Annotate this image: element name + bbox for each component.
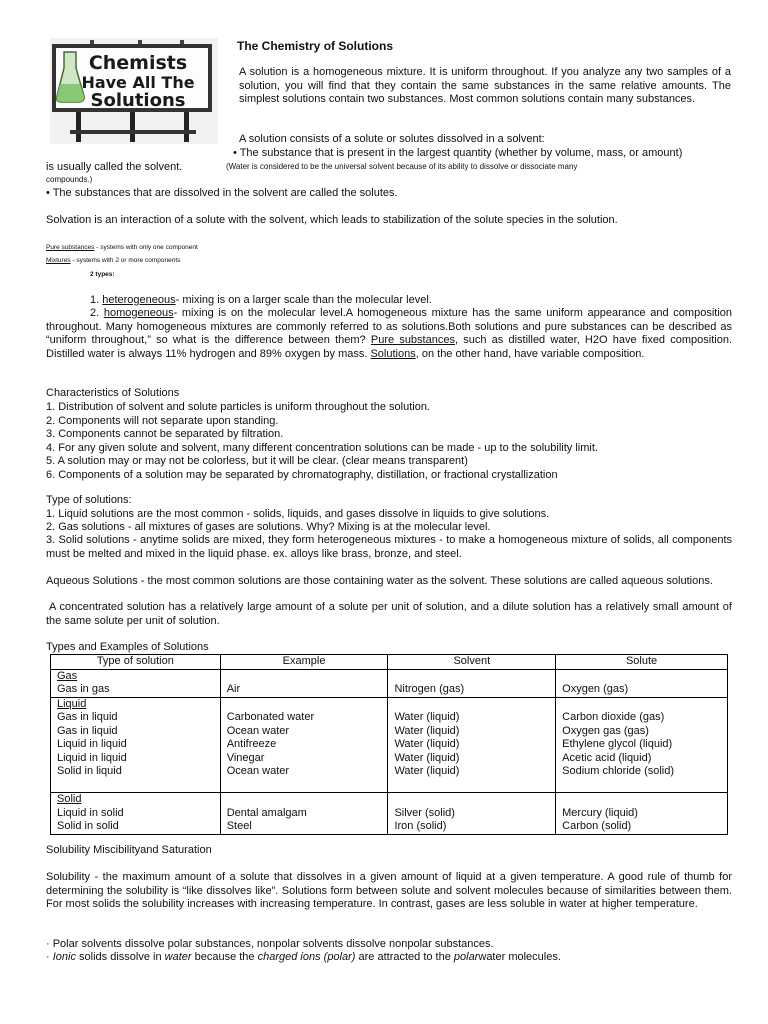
table-cell: Water (liquid) <box>394 751 460 764</box>
table-row-solid <box>51 793 728 835</box>
table-header-row <box>51 655 728 670</box>
table-cell: Gas in gas <box>57 683 110 695</box>
characteristic-item: 4. For any given solute and solvent, many different concentration solutions can be made - up to the solubility limit. <box>46 441 598 454</box>
billboard-graphic <box>50 38 218 144</box>
characteristics-list <box>46 401 598 482</box>
table-cell: Air <box>226 683 241 695</box>
solution-type-2: 2. Gas solutions - all mixtures of gases are solutions. Why? Mixing is at the molecular level. <box>46 521 491 533</box>
table-cell: Oxygen (gas) <box>562 683 629 695</box>
table-cell: Solid in liquid <box>57 765 122 777</box>
intro-paragraph: A solution is a homogeneous mixture. It is uniform throughout. If you analyze any two samples of a solution, you will find that they contain the same substances in the same relative amounts. The simplest solutions contain two substances. Most common solutions contain many substances. <box>239 66 731 105</box>
polar-rule: · Polar solvents dissolve polar substances, nonpolar solvents dissolve nonpolar substances. <box>46 938 494 950</box>
table-cell: Carbon dioxide (gas) <box>562 711 665 723</box>
characteristic-item: 3. Components cannot be separated by filtration. <box>46 428 284 440</box>
table-cell: Water (liquid) <box>394 724 460 737</box>
two-types-label: 2 types: <box>90 271 115 278</box>
solution-type-3: 3. Solid solutions - anytime solids are mixed, they form heterogeneous mixtures - to make a homogeneous mixture of solids, all components must be melted and mixed in the liquid phase. ex. alloys like brass, bronze, and steel. <box>46 534 732 560</box>
heterogeneous-item <box>90 294 432 308</box>
header-example: Example <box>220 655 388 670</box>
water-note: (Water is considered to be the universal solvent because of its ability to dissolve or dissociate many <box>226 162 578 171</box>
table-cell: Sodium chloride (solid) <box>562 765 675 777</box>
logo-line-2: Have All The <box>81 73 195 92</box>
pure-substances-definition: - systems with only one component <box>94 244 198 251</box>
table-cell: Oxygen gas (gas) <box>562 724 649 737</box>
homogeneous-term: homogeneous <box>103 307 174 319</box>
characteristic-item: 1. Distribution of solvent and solute particles is uniform throughout the solution. <box>46 401 430 413</box>
table-row-liquid <box>51 697 728 793</box>
heterogeneous-term: heterogeneous <box>102 294 176 306</box>
characteristic-item: 2. Components will not separate upon standing. <box>46 414 279 427</box>
solid-type-cell <box>51 793 221 835</box>
solutes-bullet: • The substances that are dissolved in the solvent are called the solutes. <box>46 187 398 199</box>
ionic-term: Ionic <box>52 951 76 963</box>
solid-solute-cell <box>556 793 728 835</box>
table-cell: Silver (solid) <box>394 806 455 819</box>
ionic-text-4: water molecules. <box>478 951 561 963</box>
solubility-heading: Solubility Miscibilityand Saturation <box>46 844 212 856</box>
liquid-solute-cell <box>556 697 728 793</box>
table-cell: Water (liquid) <box>394 711 460 723</box>
table-cell: Ocean water <box>226 765 290 777</box>
solvent-bullet-continued: is usually called the solvent. <box>46 161 183 173</box>
homogeneous-solutions: Solutions <box>370 347 416 360</box>
mixtures-term: Mixtures <box>46 257 71 264</box>
table-cell: Liquid in liquid <box>57 751 127 764</box>
aqueous-paragraph: Aqueous Solutions - the most common solutions are those containing water as the solvent. These solutions are called aqueous solutions. <box>46 575 713 587</box>
solution-types-heading: Type of solutions: <box>46 494 132 506</box>
ionic-polar: polar <box>453 951 479 963</box>
homogeneous-definition-a: - mixing is on the molecular level.A homogeneous mixture has the same uniform appearance and composition throughout. Many homogeneous mixtures are commonly referred to as solutions.Both solutions and pure substances can be described as “uniform throughout,” so what is the difference between them? <box>46 307 732 346</box>
characteristics-heading: Characteristics of Solutions <box>46 387 180 399</box>
homogeneous-pure-substances: Pure substances <box>370 334 455 346</box>
table-cell: Antifreeze <box>226 738 277 750</box>
ionic-text-2: because the <box>191 951 258 963</box>
mixtures-definition: - systems with 2 or more components <box>70 257 181 264</box>
table-cell: Liquid in liquid <box>57 738 127 750</box>
table-cell: Liquid in solid <box>57 806 124 819</box>
gas-solute-cell <box>556 669 728 697</box>
characteristic-item: 6. Components of a solution may be separated by chromatography, distillation, or fractional crystallization <box>46 468 558 481</box>
solution-type-1: 1. Liquid solutions are the most common - solids, liquids, and gases dissolve in liquids to give solutions. <box>46 508 550 520</box>
characteristic-item: 5. A solution may or may not be colorless, but it will be clear. (clear means transparent) <box>46 455 468 467</box>
gas-example-cell <box>220 669 388 697</box>
solute-intro: A solution consists of a solute or solutes dissolved in a solvent: <box>239 133 545 145</box>
homogeneous-number: 2. <box>90 307 104 319</box>
liquid-example-cell <box>220 697 388 793</box>
homogeneous-definition-c: , on the other hand, have variable composition. <box>415 347 645 360</box>
solutions-table <box>50 654 728 835</box>
page-title: The Chemistry of Solutions <box>237 39 394 53</box>
table-cell: Carbon (solid) <box>562 820 632 832</box>
table-cell: Nitrogen (gas) <box>394 683 465 695</box>
table-cell: Iron (solid) <box>394 820 447 832</box>
header-solute: Solute <box>556 655 728 670</box>
table-cell: Carbonated water <box>226 711 315 723</box>
table-cell: Steel <box>226 820 252 832</box>
gas-solvent-cell <box>388 669 556 697</box>
homogeneous-paragraph <box>46 307 732 361</box>
liquid-solvent-cell <box>388 697 556 793</box>
concentrated-paragraph: A concentrated solution has a relatively large amount of a solute per unit of solution, and a dilute solution has a relatively small amount of the same solute per unit of solution. <box>46 601 732 627</box>
table-heading: Types and Examples of Solutions <box>46 641 209 653</box>
table-cell: Water (liquid) <box>394 765 460 777</box>
ionic-text-3: are attracted to the <box>355 951 454 963</box>
table-row-gas <box>51 669 728 697</box>
pure-substances-line <box>46 244 198 252</box>
header-solvent: Solvent <box>388 655 556 670</box>
liquid-type-cell <box>51 697 221 793</box>
chemists-billboard-logo <box>50 38 218 144</box>
homogeneous-definition-b: , such as distilled water, H2O have fixed composition. Distilled water is always 11% hydrogen and 89% oxygen by mass. <box>46 334 733 360</box>
gas-group-label: Gas <box>57 669 78 682</box>
heterogeneous-number: 1. <box>90 294 103 306</box>
gas-type-cell <box>51 669 221 697</box>
ionic-charged-ions: charged ions (polar) <box>257 951 356 963</box>
ionic-rule <box>46 951 561 965</box>
water-note-end: compounds.) <box>46 175 93 184</box>
ionic-bullet: · <box>46 951 53 963</box>
solid-solvent-cell <box>388 793 556 835</box>
table-cell: Acetic acid (liquid) <box>562 751 652 764</box>
table-cell: Gas in liquid <box>57 724 118 737</box>
ionic-water: water <box>164 951 192 963</box>
ionic-text-1: solids dissolve in <box>75 951 165 963</box>
solubility-paragraph: Solubility - the maximum amount of a solute that dissolves in a given amount of liquid at a given temperature. A good rule of thumb for determining the solubility is “like dissolves like”. Solutions form between solute and solvent molecules because of similarities between them. For most solids the solubility increases with increasing temperature. In contrast, gases are less soluble in water at higher temperature. <box>46 871 732 910</box>
pure-substances-term: Pure substances <box>46 244 95 251</box>
table-cell: Vinegar <box>226 751 265 764</box>
table-cell: Water (liquid) <box>394 738 460 750</box>
solid-group-label: Solid <box>57 793 82 805</box>
table-cell: Solid in solid <box>57 820 119 832</box>
table-cell: Ocean water <box>226 724 290 737</box>
logo-line-3: Solutions <box>90 90 186 111</box>
solvent-bullet: • The substance that is present in the largest quantity (whether by volume, mass, or amount) <box>233 147 683 159</box>
table-cell: Dental amalgam <box>226 806 307 819</box>
table-cell: Gas in liquid <box>57 711 118 723</box>
solid-example-cell <box>220 793 388 835</box>
solvation-paragraph: Solvation is an interaction of a solute with the solvent, which leads to stabilization of the solute species in the solution. <box>46 214 618 226</box>
mixtures-line <box>46 257 180 265</box>
header-type: Type of solution <box>51 655 221 670</box>
table-cell: Ethylene glycol (liquid) <box>562 738 673 750</box>
table-cell: Mercury (liquid) <box>562 806 638 819</box>
heterogeneous-definition: - mixing is on a larger scale than the molecular level. <box>175 294 432 306</box>
liquid-group-label: Liquid <box>57 697 87 710</box>
logo-line-1: Chemists <box>88 52 188 74</box>
